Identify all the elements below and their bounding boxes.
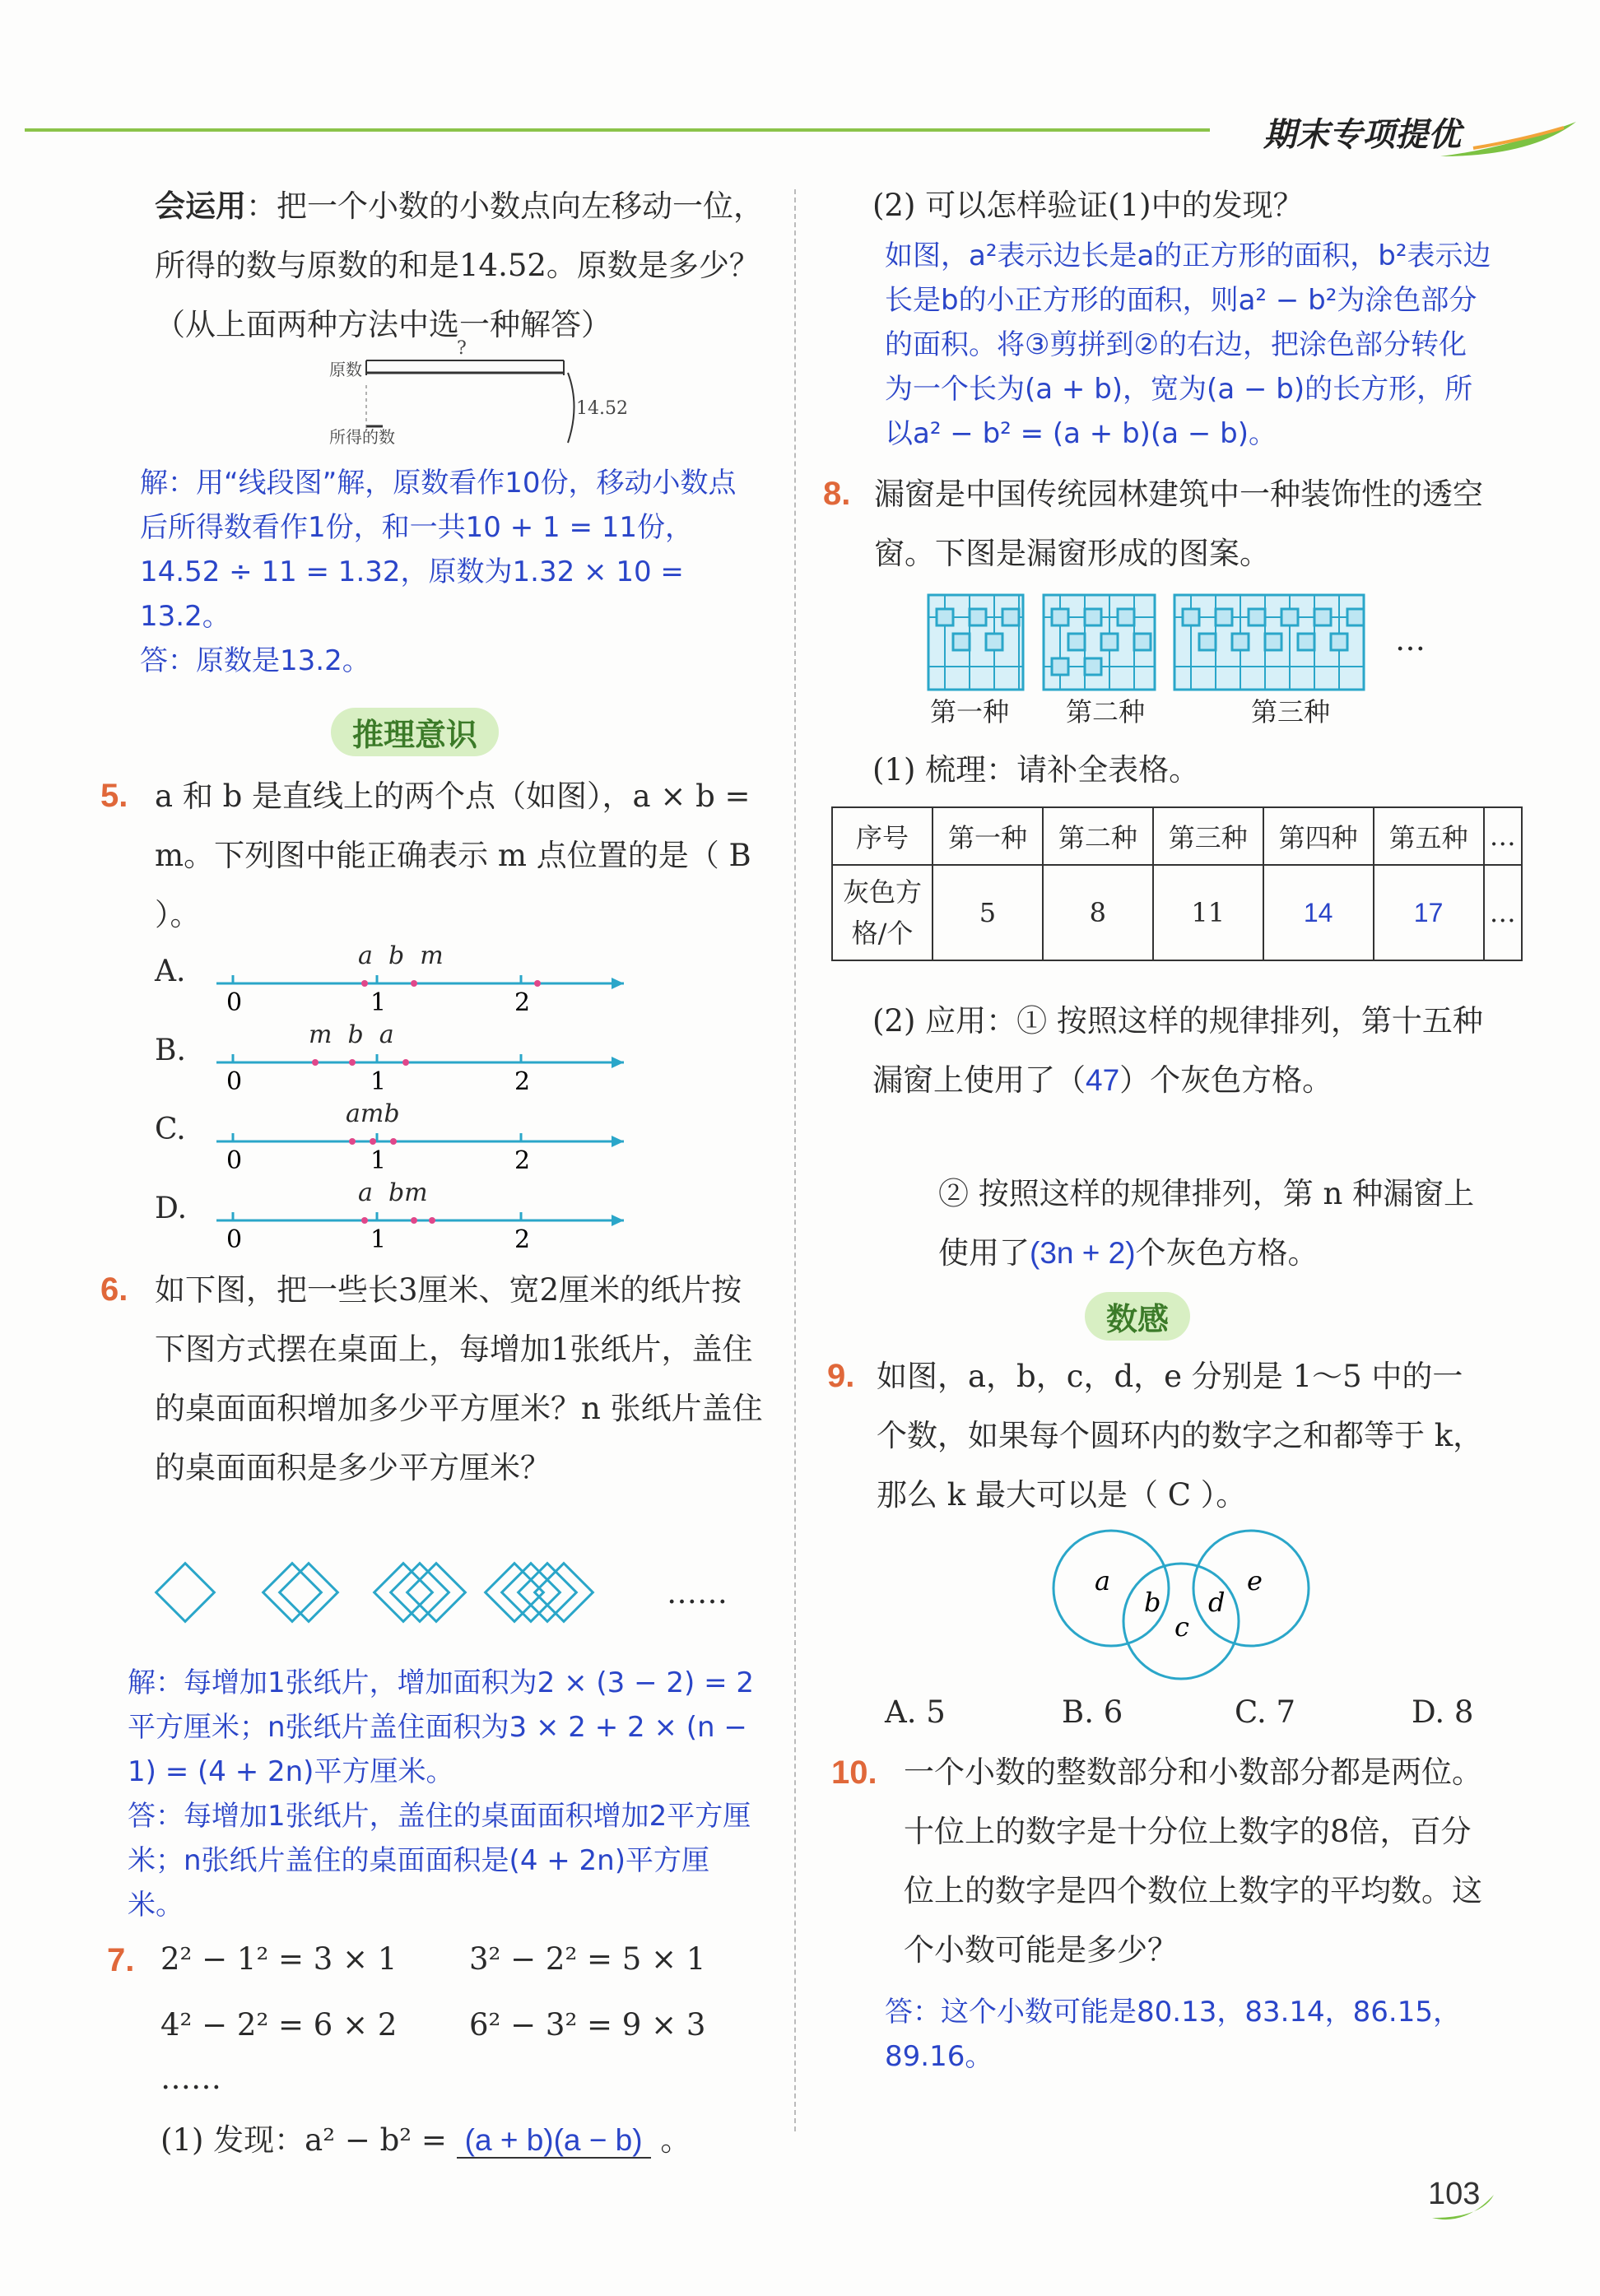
gray-square [1183,609,1199,625]
option-label: C. [155,1113,186,1146]
tick-label: 1 [370,1225,387,1254]
table-header: 第五种 [1374,807,1484,865]
q7-part2-answer: 如图，a²表示边长是a的正方形的面积，b²表示边长是b的小正方形的面积，则a² − b²为涂色部分的面积。将③剪拼到②的右边，把涂色部分转化为一个长为(a + b)，宽为(a − b)的长方形，所以a² − b² = (a + b)(a − b)。 [885,239,1491,450]
point-b [390,1138,397,1145]
point-b [402,1059,409,1066]
tick-label: 2 [514,988,531,1017]
q5-option-c [155,1099,616,1183]
gray-square [1118,609,1134,625]
q8-part2b: ② 按照这样的规律排列，第 n 种漏窗上使用了(3n + 2)个灰色方格。 [938,1176,1475,1271]
gray-square [937,609,953,625]
q7-eq3: 4² − 2² = 6 × 2 [160,2007,398,2043]
intro-problem [155,176,764,355]
tick-label: 2 [514,1067,531,1096]
gray-square [1199,634,1216,650]
q7-eq1: 2² − 1² = 3 × 1 [160,1941,398,1977]
option-label: D. [155,1192,188,1225]
number-line [208,1104,636,1183]
table-header: 第一种 [933,807,1043,865]
column-divider [794,189,796,2131]
point-m [312,1059,319,1066]
circle-letter-c: c [1174,1611,1189,1643]
q8-text: 漏窗是中国传统园林建筑中一种装饰性的透空窗。下图是漏窗形成的图案。 [874,476,1483,571]
gray-square [1002,609,1019,625]
q7-number: 7. [107,1942,135,1978]
circle-letter-a: a [1095,1565,1111,1597]
table-cell: 17 [1374,865,1484,960]
gray-square [1085,609,1101,625]
option-label: B. [155,1034,186,1067]
diagram-q: ? [457,338,467,359]
three-circles-figure [1045,1522,1325,1687]
gray-square [1281,609,1298,625]
diagram-result: 所得的数 [329,427,395,447]
gray-square [1085,658,1101,675]
q6-number: 6. [100,1271,128,1308]
q8-part2: (2) 应用：① 按照这样的规律排列，第十五种漏窗上使用了（47）个灰色方格。 [872,1003,1483,1098]
table-header: 序号 [832,807,933,865]
gray-square [1101,634,1118,650]
table-cell: 14 [1263,865,1374,960]
table-header: 第三种 [1153,807,1263,865]
q9-text: 如图，a，b，c，d，e 分别是 1～5 中的一个数，如果每个圆环内的数字之和都等于 k，那么 k 最大可以是（ C ）。 [877,1359,1484,1513]
tick-label: 1 [370,1067,387,1096]
table-cell: 5 [933,865,1043,960]
gray-square [1265,634,1281,650]
point-labels: m b a [309,1020,394,1049]
table-header: 第二种 [1043,807,1153,865]
section-number-sense: 数感 [1085,1292,1190,1341]
table-row-label: 灰色方格/个 [832,865,933,960]
tick-label: 1 [370,1146,387,1175]
lattice-ellipsis: … [1395,622,1426,658]
q8-part1: (1) 梳理：请补全表格。 [872,752,1200,788]
gray-square [986,634,1002,650]
tick-label: 0 [226,1067,243,1096]
q8-p2b-answer: (3n + 2) [1030,1236,1136,1270]
circle-letter-d: d [1208,1587,1226,1618]
q5-option-a [155,941,616,1025]
header-title: 期末专项提优 [1263,117,1461,153]
q7-dots: …… [160,2061,221,2096]
number-line [208,1025,636,1104]
point-labels: amb [346,1099,400,1128]
leaf-icon [1440,115,1580,165]
point-b [411,1217,417,1224]
tick-label: 2 [514,1146,531,1175]
header-line [25,128,1210,132]
q6-answer: 解：每增加1张纸片，增加面积为2 × (3 − 2) = 2平方厘米；n张纸片盖住面积为3 × 2 + 2 × (n − 1) = (4 + 2n)平方厘米。 答：每增加1张纸片，盖住的桌面面积增加2平方厘米；n张纸片盖住的桌面面积是(4 + 2n)平方厘米。 [128,1666,754,1922]
table-header: … [1484,807,1522,865]
page-leaf-icon [1432,2193,1498,2226]
q7-eq4: 6² − 3² = 9 × 3 [469,2007,706,2043]
q8-number: 8. [823,476,851,512]
gray-square [1347,609,1364,625]
point-a [349,1059,356,1066]
q8-table [831,806,1523,961]
q5-options [155,941,616,1262]
q6-ellipsis: …… [667,1575,728,1610]
q8-p2a-answer: 47 [1086,1063,1120,1097]
intro-text: ：把一个小数的小数点向左移动一位，所得的数与原数的和是14.52。原数是多少？（从上面两种方法中选一种解答） [155,188,764,342]
point-a [361,980,368,987]
lattice-window-figure [926,593,1403,699]
point-m [534,980,541,987]
q5-number: 5. [100,778,128,814]
gray-square [1298,634,1314,650]
table-header: 第四种 [1263,807,1374,865]
q6-text: 如下图，把一些长3厘米、宽2厘米的纸片按下图方式摆在桌面上，每增加1张纸片，盖住的桌面面积增加多少平方厘米？n 张纸片盖住的桌面面积是多少平方厘米？ [155,1272,763,1485]
gray-square [970,609,986,625]
line-segment-diagram [325,336,628,455]
circle-letter-b: b [1144,1587,1161,1618]
tick-label: 2 [514,1225,531,1254]
point-b [411,980,417,987]
point-a [361,1217,368,1224]
q7-part2: (2) 可以怎样验证(1)中的发现？ [872,188,1304,223]
q7-part1: (1) 发现：a² − b² = (a + b)(a − b) 。 [160,2122,691,2158]
gray-square [1232,634,1249,650]
q10-text: 一个小数的整数部分和小数部分都是两位。十位上的数字是十分位上数字的8倍，百分位上的数字是四个数位上数字的平均数。这个小数可能是多少？ [904,1755,1482,1968]
q9-number: 9. [827,1358,855,1394]
gray-square [1052,658,1068,675]
gray-square [1134,634,1151,650]
paper-sheets-figure [144,1551,654,1642]
gray-square [953,634,970,650]
q7-eq2: 3² − 2² = 5 × 1 [469,1941,706,1977]
gray-square [1249,609,1265,625]
q10-answer: 答：这个小数可能是80.13，83.14，86.15，89.16。 [885,1996,1462,2073]
section-reasoning: 推理意识 [331,708,499,756]
gray-square [1331,634,1347,650]
tick-label: 0 [226,988,243,1017]
point-labels: a bm [358,1178,428,1207]
tick-label: 1 [370,988,387,1017]
gray-square [1068,634,1085,650]
diagram-sum: 14.52 [576,398,628,419]
point-labels: a b m [358,941,444,970]
gray-square [1216,609,1232,625]
circle-letter-e: e [1247,1565,1263,1597]
option-label: A. [155,955,186,988]
q5-text: a 和 b 是直线上的两个点（如图），a × b = m。下列图中能正确表示 m 点位置的是（ B ）。 [155,779,751,932]
intro-label: 会运用 [155,188,246,224]
table-cell: 8 [1043,865,1153,960]
tick-label: 0 [226,1225,243,1254]
q7-p1-answer: (a + b)(a − b) [457,2123,651,2159]
table-cell: 11 [1153,865,1263,960]
intro-answer: 解：用“线段图”解，原数看作10份，移动小数点后所得数看作1份，和一共10 + 1 = 11份，14.52 ÷ 11 = 1.32，原数为1.32 × 10 = 13.2。 答：原数是13.2。 [140,467,737,677]
gray-square [1052,609,1068,625]
diagram-orig: 原数 [329,360,362,379]
q10-number: 10. [831,1755,877,1791]
q5-option-d [155,1178,616,1262]
point-m [429,1217,435,1224]
gray-square [1314,609,1331,625]
table-cell: … [1484,865,1522,960]
point-a [349,1138,356,1145]
tick-label: 0 [226,1146,243,1175]
page-number: 103 [1428,2177,1481,2211]
q5-option-b [155,1020,616,1104]
point-m [370,1138,376,1145]
